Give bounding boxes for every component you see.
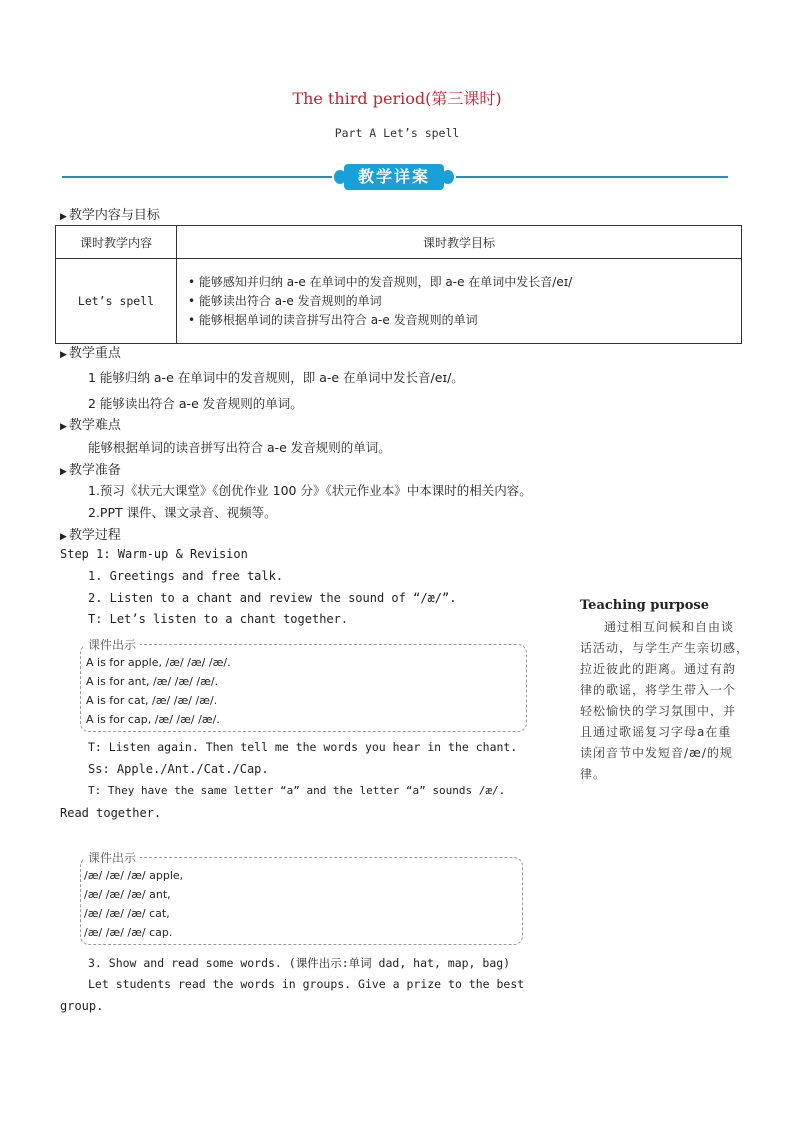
page-title: The third period(第三课时): [292, 89, 502, 108]
sidebar-line: 律。: [580, 767, 607, 781]
process-line: T: Let’s listen to a chant together.: [88, 612, 349, 626]
triangle-bullet-icon: ▶: [60, 532, 67, 542]
table-header-cell: 课时教学内容: [56, 226, 177, 259]
banner-line-right: [456, 176, 728, 178]
sidebar-line: 话活动，与学生产生亲切感，: [580, 641, 750, 655]
table-header-cell: 课时教学目标: [177, 226, 742, 259]
preparation-item: 2.PPT 课件、课文录音、视频等。: [88, 505, 277, 520]
section-heading-content-goals: [60, 204, 160, 223]
process-line: Ss: Apple./Ant./Cat./Cap.: [88, 762, 269, 776]
chant-line: A is for ant, /æ/ /æ/ /æ/.: [86, 675, 219, 688]
section-heading-preparation: [60, 459, 121, 478]
key-point-item: 2 能够读出符合 a-e 发音规则的单词。: [88, 396, 303, 411]
section-heading-text: 教学过程: [68, 528, 121, 543]
chant-line: A is for cat, /æ/ /æ/ /æ/.: [86, 694, 218, 707]
table-cell-content: Let’s spell: [56, 259, 177, 344]
triangle-bullet-icon: ▶: [60, 422, 67, 432]
section-heading-text: 教学难点: [68, 418, 121, 433]
goals-table: [55, 225, 742, 344]
process-line: Read together.: [60, 806, 162, 820]
goal-item: • 能够根据单词的读音拼写出符合 a-e 发音规则的单词: [188, 312, 478, 327]
process-line: 2. Listen to a chant and review the sound of “/æ/”.: [88, 591, 457, 605]
section-heading-difficulties: [60, 414, 121, 433]
chant-line: A is for apple, /æ/ /æ/ /æ/.: [86, 656, 231, 669]
chant-line: /æ/ /æ/ /æ/ cap.: [84, 926, 173, 939]
courseware-box-label: 课件出示: [84, 636, 140, 653]
process-line: T: Listen again. Then tell me the words you hear in the chant.: [88, 740, 518, 754]
preparation-item: 1.预习《状元大课堂》《创优作业 100 分》《状元作业本》中本课时的相关内容。: [88, 483, 532, 498]
sidebar-title: Teaching purpose: [580, 598, 709, 613]
table-header-row: [56, 226, 742, 259]
sidebar-line: 拉近彼此的距离。通过有韵: [580, 662, 737, 676]
sidebar-line: 且通过歌谣复习字母a在重: [580, 725, 732, 739]
section-heading-process: [60, 524, 121, 543]
page-subtitle: Part A Let’s spell: [334, 126, 460, 140]
chant-line: /æ/ /æ/ /æ/ ant,: [84, 888, 171, 901]
process-line: 1. Greetings and free talk.: [88, 569, 284, 583]
sidebar-line: 律的歌谣，将学生带入一个: [580, 683, 737, 697]
section-heading-text: 教学重点: [68, 346, 121, 361]
process-line: 3. Show and read some words. (课件出示:单词 dad, hat, map, bag): [88, 956, 511, 970]
chant-line: A is for cap, /æ/ /æ/ /æ/.: [86, 713, 220, 726]
sidebar-line: 通过相互问候和自由谈: [604, 620, 735, 634]
section-heading-text: 教学准备: [68, 463, 121, 478]
section-heading-text: 教学内容与目标: [68, 208, 160, 223]
key-point-item: 1 能够归纳 a-e 在单词中的发音规则，即 a-e 在单词中发长音/eɪ/。: [88, 370, 464, 385]
section-heading-key-points: [60, 342, 121, 361]
chant-line: /æ/ /æ/ /æ/ apple,: [84, 869, 184, 882]
process-line: Let students read the words in groups. Give a prize to the best: [88, 977, 525, 991]
chant-line: /æ/ /æ/ /æ/ cat,: [84, 907, 170, 920]
process-line: group.: [60, 999, 104, 1013]
step-heading: Step 1: Warm-up & Revision: [60, 547, 248, 561]
table-row: [56, 259, 742, 344]
difficulty-text: 能够根据单词的读音拼写出符合 a-e 发音规则的单词。: [88, 440, 391, 455]
triangle-bullet-icon: ▶: [60, 212, 67, 222]
banner-line-left: [62, 176, 332, 178]
sidebar-line: 轻松愉快的学习氛围中，并: [580, 704, 737, 718]
table-cell-goals: [177, 259, 742, 344]
triangle-bullet-icon: ▶: [60, 350, 67, 360]
sidebar-body: [580, 617, 760, 785]
banner-label: 教学详案: [344, 164, 444, 190]
banner-cap-right: [442, 170, 454, 184]
section-banner: [62, 162, 728, 192]
sidebar-line: 读闭音节中发短音/æ/的规: [580, 746, 733, 760]
goal-item: • 能够读出符合 a-e 发音规则的单词: [188, 293, 382, 308]
triangle-bullet-icon: ▶: [60, 467, 67, 477]
process-line: T: They have the same letter “a” and the letter “a” sounds /æ/.: [88, 784, 506, 797]
goal-item: • 能够感知并归纳 a-e 在单词中的发音规则，即 a-e 在单词中发长音/eɪ/: [188, 274, 573, 289]
courseware-box-label: 课件出示: [84, 849, 140, 866]
